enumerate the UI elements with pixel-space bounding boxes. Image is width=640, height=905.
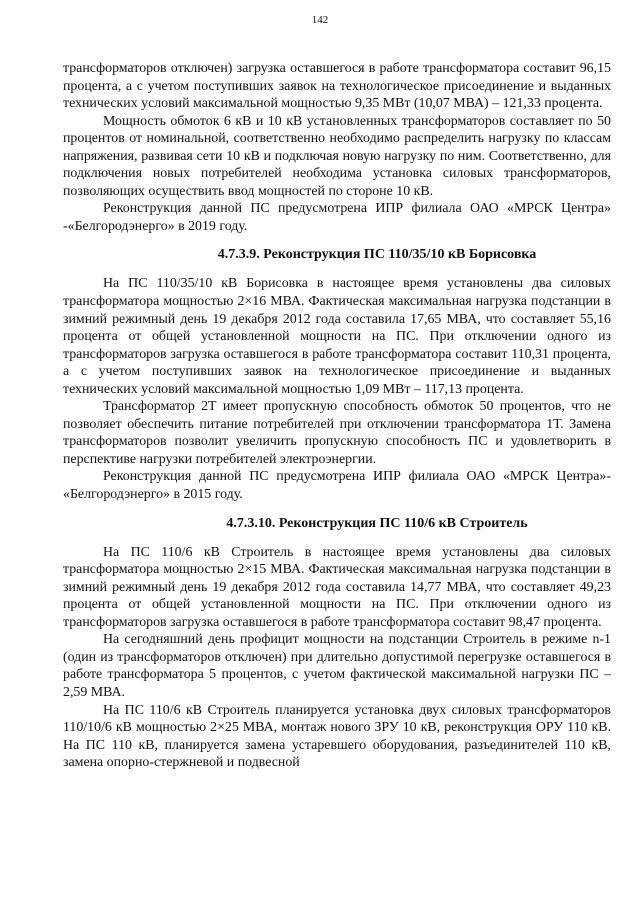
paragraph: трансформаторов отключен) загрузка оставшегося в работе трансформатора составит 96,15 процента, а с учетом поступивших заявок на технологическое присоединение и выданных технических условий максимальной мощностью 9,35 МВт (10,07 МВА) – 121,33 процента. [63,61,611,112]
paragraph: Трансформатор 2Т имеет пропускную способность обмоток 50 процентов, что не позволяет обеспечить питание потребителей при отключении трансформатора 1Т. Замена трансформаторов позволит увеличить пропускную способность ПС и удовлетворить в перспективе нагрузки потребителей электроэнергии. [63,399,611,467]
paragraph: На ПС 110/35/10 кВ Борисовка в настоящее время установлены два силовых трансформатора мощностью 2×16 МВА. Фактическая максимальная нагрузка подстанции в зимний режимный день 19 декабря 2012 года составила 17,65 МВА, что составляет 55,16 процента от общей установленной мощности на ПС. При отключении одного из трансформаторов загрузка оставшегося в работе трансформатора составит 110,31 процента, а с учетом поступивших заявок на технологическое присоединение и выданных технических условий максимальной мощностью 1,09 МВт – 117,13 процента. [63,276,611,397]
section-heading-borisovka: 4.7.3.9. Реконструкция ПС 110/35/10 кВ Борисовка [217,247,537,263]
paragraph: На ПС 110/6 кВ Строитель планируется установка двух силовых трансформаторов 110/10/6 кВ мощностью 2×25 МВА, монтаж нового ЗРУ 10 кВ, реконструкция ОРУ 110 кВ. На ПС 110 кВ, планируется замена устаревшего оборудования, разъединителей 110 кВ, замена опорно-стержневой и подвесной [63,702,611,771]
section-heading-stroitel: 4.7.3.10. Реконструкция ПС 110/6 кВ Строитель [226,515,528,531]
paragraph: На ПС 110/6 кВ Строитель в настоящее время установлены два силовых трансформатора мощностью 2×15 МВА. Фактическая максимальная нагрузка подстанции в зимний режимный день 19 декабря 2012 года составила 14,77 МВА, что составляет 49,23 процента от общей установленной мощности на ПС. При отключении одного из трансформаторов загрузка оставшегося в работе трансформатора составит 98,47 процента. [63,544,611,630]
page-number: 142 [311,14,329,26]
paragraph: Реконструкция данной ПС предусмотрена ИПР филиала ОАО «МРСК Центра» -«Белгородэнерго» в 2019 году. [63,201,611,234]
document-body [63,60,611,772]
paragraph: На сегодняшний день профицит мощности на подстанции Строитель в режиме n-1 (один из трансформаторов отключен) при длительно допустимой перегрузке оставшегося в работе трансформатора 5 процентов, с учетом фактической максимальной нагрузки ПС – 2,59 МВА. [63,632,611,700]
paragraph: Реконструкция данной ПС предусмотрена ИПР филиала ОАО «МРСК Центра»- «Белгородэнерго» в 2015 году. [63,469,611,503]
paragraph: Мощность обмоток 6 кВ и 10 кВ установленных трансформаторов составляет по 50 процентов от номинальной, соответственно необходимо распределить нагрузку по классам напряжения, развивая сети 10 кВ и подключая новую нагрузку по ним. Соответственно, для подключения новых потребителей необходима установка силовых трансформаторов, позволяющих осуществить ввод мощностей по стороне 10 кВ. [63,113,611,199]
